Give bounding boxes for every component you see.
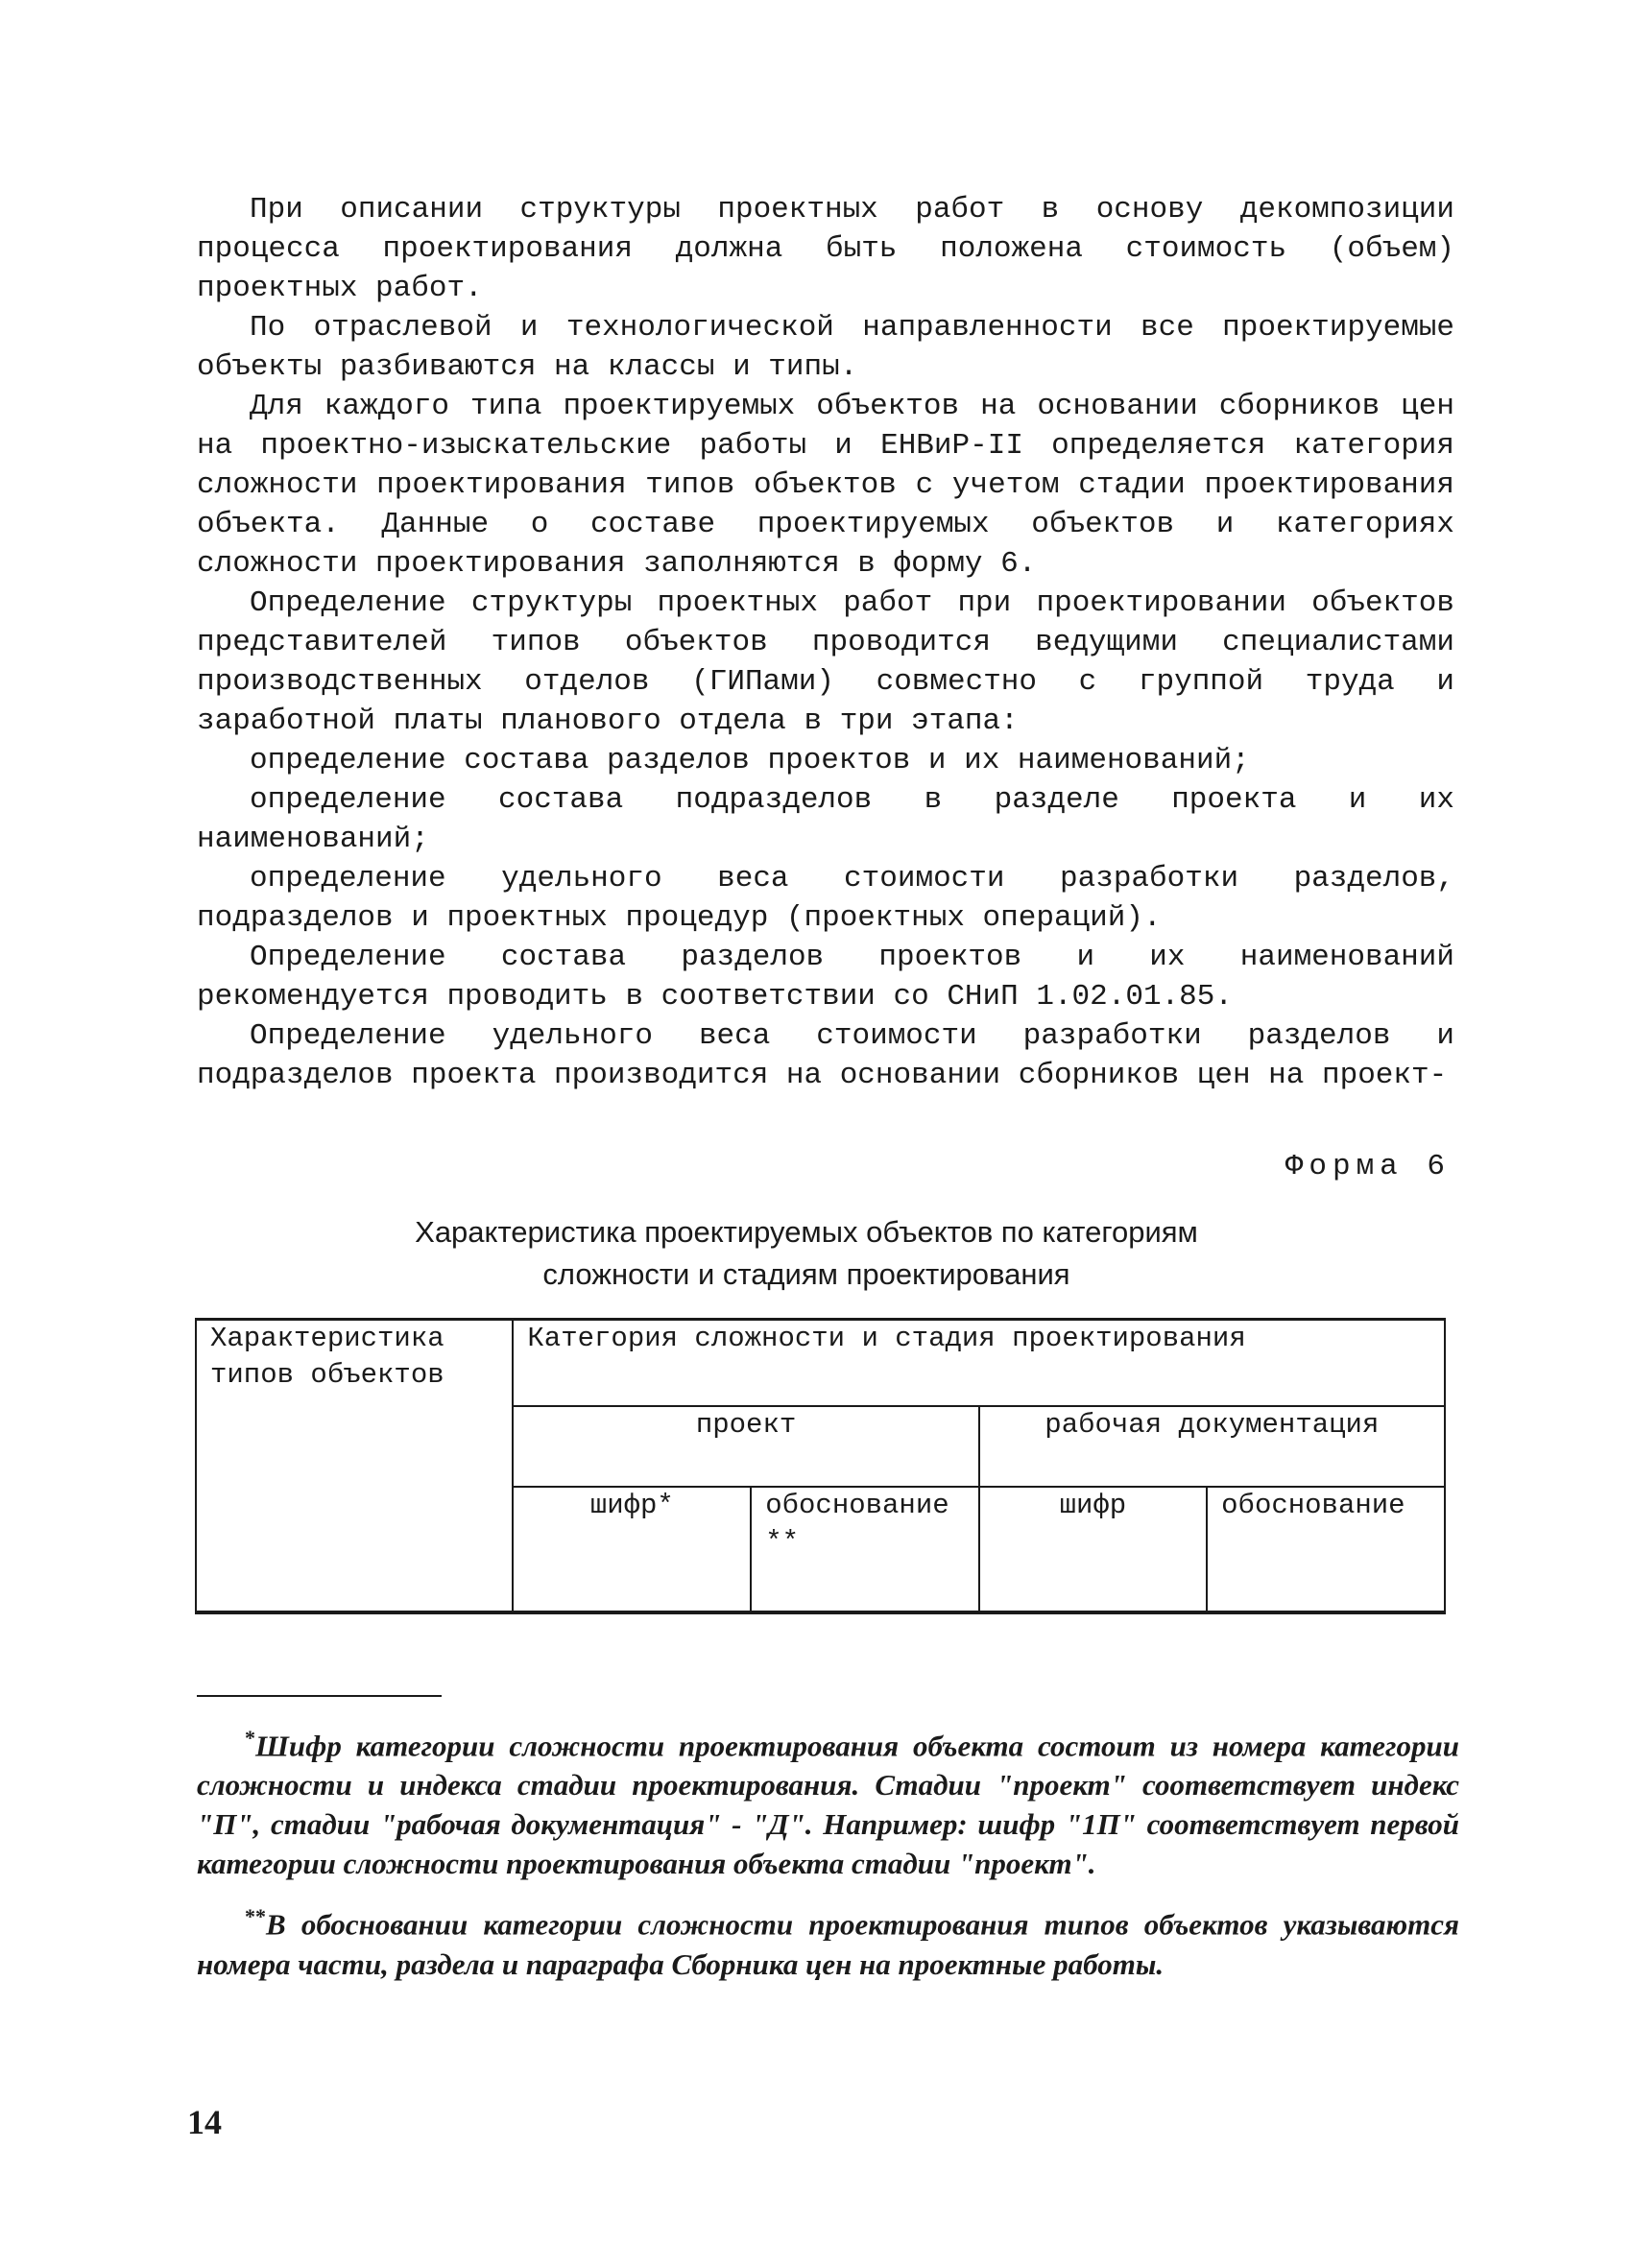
footnote-mark: ** [245, 1904, 266, 1929]
footnote [197, 1897, 1459, 1983]
list-item: определение состава разделов проектов и их наименований; [250, 744, 1250, 777]
footnote-text: Шифр категории сложности проектирования объекта состоит из номера категории сложности и индекса стадии проектирования. Стадии "проект" соответствует индекс "П", стадии "рабочая документация" - "Д". Например: шифр "1П" соответствует первой категории сложности проектирования объекта стадии "проект". [197, 1729, 1459, 1881]
footnote-text: В обосновании категории сложности проектирования типов объектов указываются номера части, раздела и параграфа Сборника цен на проектные работы. [197, 1907, 1459, 1981]
form-label: Форма 6 [1285, 1150, 1451, 1183]
header-project: проект [513, 1406, 978, 1487]
footnote-rule [197, 1695, 442, 1697]
paragraph: Для каждого типа проектируемых объектов на основании сборников цен на проектно-изыскательские работы и ЕНВиР-II определяется категория сложности проектирования типов объектов с учетом стадии проектирования объекта. Данные о составе проектируемых объектов и категориях сложности проектирования заполняются в форму 6. [197, 390, 1454, 581]
body-text [197, 190, 1454, 1095]
form-title [326, 1211, 1286, 1296]
header-characteristic: Характеристика типов объектов [196, 1320, 513, 1613]
form-table [195, 1318, 1446, 1614]
form-title-line: Характеристика проектируемых объектов по категориям [415, 1215, 1198, 1249]
paragraph: Определение структуры проектных работ при проектировании объектов представителей типов объектов проводится ведущими специалистами производственных отделов (ГИПами) совместно с группой труда и заработной платы планового отдела в три этапа: [197, 586, 1454, 738]
paragraph: По отраслевой и технологической направленности все проектируемые объекты разбиваются на классы и типы. [197, 311, 1454, 384]
list-item: определение состава подразделов в разделе проекта и их наименований; [197, 783, 1454, 856]
paragraph: При описании структуры проектных работ в основу декомпозиции процесса проектирования должна быть положена стоимость (объем) проектных работ. [197, 193, 1454, 305]
table-row [196, 1320, 1445, 1407]
page-number: 14 [187, 2103, 222, 2141]
header-basis-project: обоснование ** [751, 1487, 978, 1612]
header-category: Категория сложности и стадия проектирования [513, 1320, 1445, 1407]
footnote-mark: * [245, 1726, 255, 1750]
header-working-docs: рабочая документация [979, 1406, 1445, 1487]
header-basis-docs: обоснование [1207, 1487, 1445, 1612]
header-code-project: шифр* [513, 1487, 751, 1612]
list-item: определение удельного веса стоимости разработки разделов, подразделов и проектных процедур (проектных операций). [197, 862, 1454, 935]
paragraph: Определение состава разделов проектов и их наименований рекомендуется проводить в соответствии со СНиП 1.02.01.85. [197, 941, 1454, 1014]
form-title-line: сложности и стадиям проектирования [542, 1257, 1070, 1291]
header-code-docs: шифр [979, 1487, 1207, 1612]
footnotes [197, 1718, 1459, 1997]
footnote [197, 1718, 1459, 1883]
paragraph: Определение удельного веса стоимости разработки разделов и подразделов проекта производится на основании сборников цен на проект- [197, 1019, 1454, 1092]
